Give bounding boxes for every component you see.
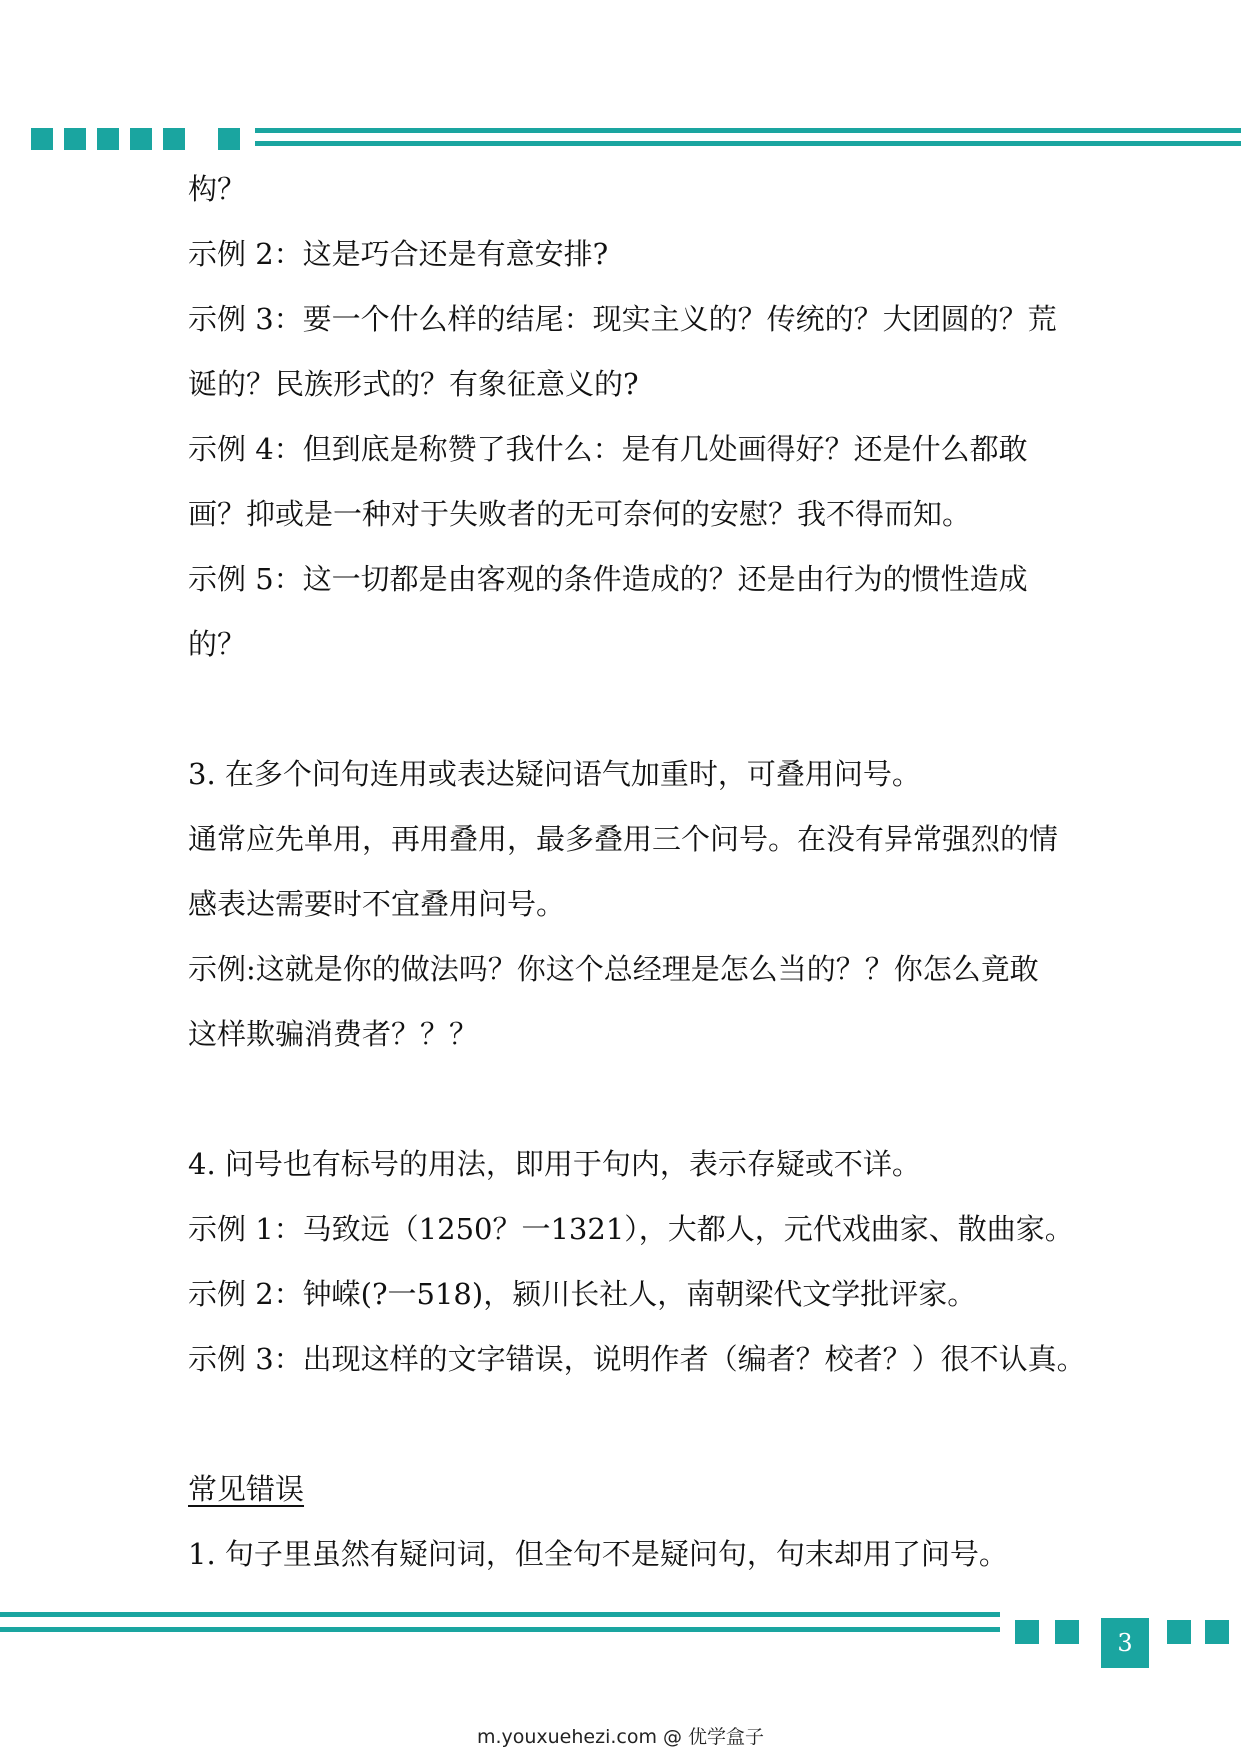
text-line: 构？ — [188, 172, 247, 206]
common-errors-heading: 常见错误 — [188, 1472, 305, 1506]
header-square — [31, 128, 53, 150]
text-line: 示例 1：马致远（1250？一1321），大都人，元代戏曲家、散曲家。 — [188, 1212, 1074, 1246]
paragraph-gap — [188, 1067, 1068, 1132]
text-line: 的？ — [188, 627, 247, 661]
footer-square — [1055, 1620, 1079, 1644]
text-line: 通常应先单用，再用叠用，最多叠用三个问号。在没有异常强烈的情 — [188, 822, 1059, 856]
footer-rule — [0, 1627, 1000, 1632]
text-line: 示例 2：钟嵘(?一518)，颍川长社人，南朝梁代文学批评家。 — [188, 1277, 977, 1311]
text-line: 示例 4：但到底是称赞了我什么：是有几处画得好？还是什么都敢 — [188, 432, 1028, 466]
text-line: 这样欺骗消费者？？？ — [188, 1017, 479, 1051]
page-number: 3 — [1101, 1618, 1149, 1668]
text-line: 诞的？民族形式的？有象征意义的? — [188, 367, 639, 401]
paragraph-gap — [188, 677, 1068, 742]
header-rule — [255, 128, 1241, 133]
header-square — [130, 128, 152, 150]
section-heading-4: 4. 问号也有标号的用法，即用于句内，表示存疑或不详。 — [188, 1147, 921, 1181]
text-line: 感表达需要时不宜叠用问号。 — [188, 887, 566, 921]
paragraph-gap — [188, 1392, 1068, 1457]
document-body — [188, 157, 1086, 1587]
header-square — [218, 128, 240, 150]
footer-square — [1167, 1620, 1191, 1644]
footer-site-link[interactable]: m.youxuehezi.com @ 优学盒子 — [476, 1726, 765, 1748]
text-line: 示例 3：出现这样的文字错误，说明作者（编者？校者？）很不认真。 — [188, 1342, 1086, 1376]
header-square — [97, 128, 119, 150]
text-line: 示例 3：要一个什么样的结尾：现实主义的？传统的？大团圆的？荒 — [188, 302, 1057, 336]
text-line: 示例 2：这是巧合还是有意安排? — [188, 237, 609, 271]
header-square — [64, 128, 86, 150]
text-line: 1. 句子里虽然有疑问词，但全句不是疑问句，句末却用了问号。 — [188, 1537, 1008, 1571]
section-heading-3: 3. 在多个问句连用或表达疑问语气加重时，可叠用问号。 — [188, 757, 921, 791]
header-square — [163, 128, 185, 150]
header-rule — [255, 141, 1241, 146]
footer-rule — [0, 1612, 1000, 1617]
text-line: 画？抑或是一种对于失败者的无可奈何的安慰？我不得而知。 — [188, 497, 972, 531]
text-line: 示例:这就是你的做法吗？你这个总经理是怎么当的？？你怎么竟敢 — [188, 952, 1039, 986]
footer-square — [1205, 1620, 1229, 1644]
footer-square — [1015, 1620, 1039, 1644]
text-line: 示例 5：这一切都是由客观的条件造成的？还是由行为的惯性造成 — [188, 562, 1028, 596]
